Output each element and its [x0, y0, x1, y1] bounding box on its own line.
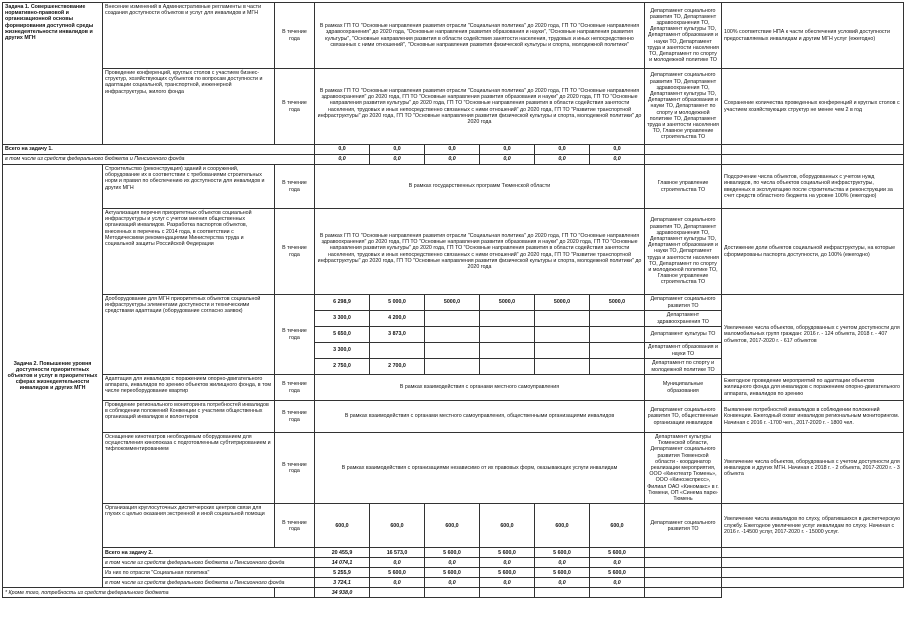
financing-cell: В рамках государственных программ Тюменской области [315, 165, 645, 209]
table-row [3, 401, 904, 433]
value-cell: 5 600,0 [535, 568, 590, 578]
financing-cell: В рамках ГП ТО "Основные направления развития отрасли "Социальная политика" до 2020 года, ГП ТО "Основные направления здравоохранения" до 2020 года, ГП ТО "Основные направления развития образования и науки" до 2020 года, ГП ТО "Основные направления развития культуры" до 2020 года, ГП ТО "Основные направления развития в области содействия занятости населения, трудовых и иных непосредственно связанных с ними отношений" до 2020 года, ГП ТО "Развитие транспортной инфраструктуры" до 2020 года, ГП ТО "Основные направления развития физической культуры и спорта, молодежной политики" до 2020 года [315, 69, 645, 145]
term-cell: В течение года [275, 165, 315, 209]
result-cell: Достижение доли объектов социальной инфраструктуры, на которые сформированы паспорта доступности, до 100% (ежегодно) [722, 209, 904, 295]
value-cell: 2 700,0 [370, 359, 425, 375]
value-cell: 16 573,0 [370, 548, 425, 558]
financing-cell: В рамках взаимодействия с организациями независимо от их правовых форм, оказывающих услуги инвалидам [315, 433, 645, 504]
table-row [3, 69, 904, 145]
value-cell: 600,0 [535, 504, 590, 548]
value-cell: 5 600,0 [370, 568, 425, 578]
value-cell: 0,0 [590, 578, 645, 588]
result-cell: Увеличение числа инвалидов по слуху, обратившихся в диспетчерскую службу. Ежегодное увеличение услуг инвалидам по слуху. Начиная с 2016 г. -14500 услуг, 2017-2020 г. - 15000 услуг. [722, 504, 904, 548]
value-cell [535, 343, 590, 359]
value-cell: 14 074,1 [315, 558, 370, 568]
value-cell [425, 327, 480, 343]
value-cell: 0,0 [590, 145, 645, 155]
term-cell: В течение года [275, 504, 315, 548]
executor-cell: Муниципальные образования [645, 375, 722, 401]
subtotal-row [3, 568, 904, 578]
value-cell: 0,0 [535, 145, 590, 155]
value-cell [480, 311, 535, 327]
term-cell: В течение года [275, 375, 315, 401]
subtotal-label: * Кроме того, потребность из средств федерального бюджета [3, 588, 275, 598]
plan-table [2, 2, 904, 598]
executor-cell: Департамент культуры Тюменской области, Департамент социального развития Тюменской области - координатор реализации мероприятия, ООО «Кинотеатр Тюмень», ООО «Киноэкспресс», Филиал ОАО «Киномакс» в г. Тюмени, ОП «Синема парк» Тюмень [645, 433, 722, 504]
value-cell [590, 327, 645, 343]
value-cell: 34 938,0 [315, 588, 370, 598]
term-cell: В течение года [275, 3, 315, 69]
term-cell: В течение года [275, 433, 315, 504]
value-cell: 0,0 [370, 145, 425, 155]
value-cell [590, 311, 645, 327]
term-cell: В течение года [275, 401, 315, 433]
value-cell: 5000,0 [480, 295, 535, 311]
value-cell: 5 600,0 [425, 568, 480, 578]
value-cell: 0,0 [425, 145, 480, 155]
value-cell [535, 359, 590, 375]
activity-cell: Дооборудование для МГН приоритетных объектов социальной инфраструктуры элементами доступности и техническими средствами адаптации (оборудование согласно заявок) [103, 295, 275, 375]
subtotal-label: Из них по отрасли "Социальная политика" [103, 568, 315, 578]
table-row [3, 433, 904, 504]
table-row [3, 295, 904, 311]
value-cell: 0,0 [425, 155, 480, 165]
executor-cell: Департамент социального развития ТО, общественные организации инвалидов [645, 401, 722, 433]
value-cell [535, 311, 590, 327]
value-cell [535, 327, 590, 343]
value-cell: 0,0 [480, 155, 535, 165]
subtotal-row [3, 558, 904, 568]
value-cell [370, 343, 425, 359]
subtotal-label: Всего на задачу 2. [103, 548, 315, 558]
value-cell: 5 255,9 [315, 568, 370, 578]
activity-cell: Строительство (реконструкция) зданий и сооружений, оборудование их в соответствии с требованиями строительных норм и правил по обеспечению их доступности для инвалидов и других МГН [103, 165, 275, 209]
value-cell: 5 600,0 [590, 568, 645, 578]
task-label: Задача 1. Совершенствование нормативно-правовой и организационной основы формирования доступной среды жизнедеятельности инвалидов и других МГН [3, 3, 103, 145]
value-cell: 6 298,9 [315, 295, 370, 311]
executor-cell: Департамент образования и науки ТО [645, 343, 722, 359]
term-cell: В течение года [275, 209, 315, 295]
value-cell: 5 000,0 [370, 295, 425, 311]
value-cell: 5 600,0 [480, 548, 535, 558]
activity-cell: Внесение изменений в Административные регламенты в части создания доступности объектов и услуг для инвалидов и МГН [103, 3, 275, 69]
subtotal-row [3, 145, 904, 155]
subtotal-label: в том числе из средств федерального бюджета и Пенсионного фонда [3, 155, 315, 165]
executor-cell: Департамент культуры ТО [645, 327, 722, 343]
value-cell: 0,0 [535, 558, 590, 568]
executor-cell: Департамент социального развития ТО, Департамент здравоохранения ТО, Департамент культуры ТО, Департамент образования и науки ТО, Департамент труда и занятости населения ТО, Департамент по спорту и молодежной политике ТО [645, 3, 722, 69]
value-cell: 600,0 [590, 504, 645, 548]
term-cell: В течение года [275, 69, 315, 145]
value-cell: 2 750,0 [315, 359, 370, 375]
table-row [3, 375, 904, 401]
term-cell: В течение года [275, 295, 315, 375]
value-cell: 0,0 [425, 578, 480, 588]
executor-cell: Департамент социального развития ТО, Департамент здравоохранения ТО, Департамент культуры ТО, Департамент образования и науки ТО, Департамент труда и занятости населения ТО, Департамент по спорту и молодежной политике ТО, Главное управление строительства ТО [645, 209, 722, 295]
activity-cell: Организация круглосуточных диспетчерских центров связи для глухих с целью оказания экстренной и иной социальной помощи [103, 504, 275, 548]
value-cell [480, 343, 535, 359]
table-row [3, 165, 904, 209]
value-cell: 600,0 [315, 504, 370, 548]
value-cell: 5 600,0 [590, 548, 645, 558]
value-cell: 4 200,0 [370, 311, 425, 327]
value-cell: 0,0 [370, 155, 425, 165]
value-cell: 5 600,0 [425, 548, 480, 558]
table-row [3, 3, 904, 69]
value-cell [480, 359, 535, 375]
value-cell: 0,0 [590, 558, 645, 568]
result-cell: Подсрочение числа объектов, оборудованных с учетом нужд инвалидов, по числа объектов социальной инфраструктуры, введенных в эксплуатацию после строительства и реконструкции за счет средств областного бюджета на уровне 100% (ежегодно) [722, 165, 904, 209]
subtotal-row [3, 155, 904, 165]
value-cell [275, 588, 315, 598]
subtotal-row [3, 578, 904, 588]
result-cell: 100% соответствие НПА к части обеспечения условий доступности предоставляемых инвалидам и другим МГН услуг (ежегодно) [722, 3, 904, 69]
subtotal-label: Всего на задачу 1. [3, 145, 315, 155]
value-cell: 5 600,0 [535, 548, 590, 558]
value-cell: 5000,0 [425, 295, 480, 311]
financing-cell: В рамках ГП ТО "Основные направления развития отрасли "Социальная политика" до 2020 года, ГП ТО "Основные направления здравоохранения" до 2020 года, ГП ТО "Основные направления развития образования и науки" до 2020 года, ГП ТО "Основные направления развития культуры" до 2020 года, ГП ТО "Основные направления развития в области содействия занятости населения, трудовых и иных непосредственно связанных с ними отношений" до 2020 года, ГП ТО "Развитие транспортной инфраструктуры" до 2020 года, ГП ТО "Основные направления развития физической культуры и спорта, молодежной политики" до 2020 года [315, 209, 645, 295]
value-cell [535, 588, 590, 598]
value-cell: 0,0 [480, 145, 535, 155]
table-row [3, 209, 904, 295]
value-cell: 0,0 [590, 155, 645, 165]
value-cell [590, 343, 645, 359]
value-cell [480, 588, 535, 598]
value-cell: 20 455,9 [315, 548, 370, 558]
subtotal-row [3, 548, 904, 558]
subtotal-label: в том числе из средств федерального бюджета и Пенсионного фонда [103, 558, 315, 568]
value-cell: 0,0 [370, 558, 425, 568]
activity-cell: Оснащение кинотеатров необходимым оборудованием для осуществления кинопоказа с подготовленным субтитрированием и тифлокомментированием [103, 433, 275, 504]
result-cell: Ежегодное проведение мероприятий по адаптации объектов жилищного фонда для инвалидов с поражением опорно-двигательного аппарата, инвалидов по зрению [722, 375, 904, 401]
value-cell: 600,0 [370, 504, 425, 548]
value-cell: 5 600,0 [480, 568, 535, 578]
activity-cell: Проведение регионального мониторинга потребностей инвалидов в соблюдении положений Конвенции с участием общественных организаций инвалидов и волонтеров [103, 401, 275, 433]
subtotal-row [3, 588, 904, 598]
activity-cell: Актуализация перечня приоритетных объектов социальной инфраструктуры и услуг с учетом мнения общественных организаций инвалидов. Разработка паспортов объектов, внесенных в перечень с 2014 года, в соответствии с Методическими рекомендациями Министерства труда и социальной защиты Российской Федерации [103, 209, 275, 295]
value-cell: 600,0 [480, 504, 535, 548]
value-cell: 3 724,1 [315, 578, 370, 588]
value-cell [425, 311, 480, 327]
result-cell: Увеличение числа объектов, оборудованных с учетом доступности для инвалидов и других МГН. Начиная с 2018 г. - 2 объекта, 2017-2020 г. - 3 объекта [722, 433, 904, 504]
table-row [3, 504, 904, 548]
subtotal-label: в том числе из средств федерального бюджета и Пенсионного фонда [103, 578, 315, 588]
result-cell: Увеличение числа объектов, оборудованных с учетом доступности для маломобильных групп граждан: 2016 г. - 124 объекта, 2018 г. - 407 объектов, 2017-2020 г. - 617 объектов [722, 295, 904, 375]
value-cell [480, 327, 535, 343]
value-cell: 5 650,0 [315, 327, 370, 343]
value-cell: 3 300,0 [315, 343, 370, 359]
activity-cell: Проведение конференций, круглых столов с участием бизнес-структур, хозяйствующих субъектов по вопросам доступности и адаптации социальной, транспортной, инженерной инфраструктуры, жилого фонда [103, 69, 275, 145]
value-cell [425, 343, 480, 359]
executor-cell: Главное управление строительства ТО [645, 165, 722, 209]
value-cell [425, 588, 480, 598]
executor-cell: Департамент социального развития ТО [645, 504, 722, 548]
executor-cell: Департамент здравоохранения ТО [645, 311, 722, 327]
value-cell: 0,0 [315, 155, 370, 165]
value-cell [590, 359, 645, 375]
financing-cell: В рамках взаимодействия с органами местного самоуправления, общественными организациями инвалидов [315, 401, 645, 433]
value-cell: 0,0 [480, 578, 535, 588]
value-cell [370, 588, 425, 598]
value-cell: 0,0 [480, 558, 535, 568]
result-cell: Сохранение количества проведенных конференций и круглых столов с участием хозяйствующих структур не менее чем 2 в год [722, 69, 904, 145]
task-label: Задача 2. Повышение уровня доступности приоритетных объектов и услуг в приоритетных сферах жизнедеятельности инвалидов и других МГН [3, 165, 103, 588]
value-cell: 0,0 [535, 578, 590, 588]
activity-cell: Адаптация для инвалидов с поражением опорно-двигательного аппарата, инвалидов по зрению объектов жилищного фонда, в том числе переоборудование квартир [103, 375, 275, 401]
value-cell: 0,0 [370, 578, 425, 588]
financing-cell: В рамках ГП ТО "Основные направления развития отрасли "Социальная политика" до 2020 года, ГП ТО "Основные направления здравоохранения" до 2020 года, "Основные направления развития образования и науки", "Основные направления развития культуры", "Основные направления развития в области содействия занятости населения, трудовых и иных непосредственно связанных с ними отношений", "Основные направления развития физической культуры и спорта, молодежной политики" [315, 3, 645, 69]
result-cell: Выявление потребностей инвалидов в соблюдении положений Конвенции. Ежегодный охват инвалидов региональным мониторингом. Начиная с 2016 г. -1700 чел., 2017-2020 г. - 1800 чел. [722, 401, 904, 433]
value-cell: 0,0 [315, 145, 370, 155]
value-cell: 0,0 [425, 558, 480, 568]
executor-cell: Департамент социального развития ТО, Департамент здравоохранения ТО, Департамент культуры ТО, Департамент образования и науки ТО, Департамент по спорту и молодежной политике ТО, Департамент труда и занятости населения ТО, Главное управление строительства ТО [645, 69, 722, 145]
value-cell: 5000,0 [590, 295, 645, 311]
executor-cell: Департамент по спорту и молодежной политике ТО [645, 359, 722, 375]
value-cell: 5000,0 [535, 295, 590, 311]
value-cell [425, 359, 480, 375]
value-cell: 600,0 [425, 504, 480, 548]
value-cell: 3 300,0 [315, 311, 370, 327]
value-cell: 3 873,0 [370, 327, 425, 343]
executor-cell: Департамент социального развития ТО [645, 295, 722, 311]
value-cell: 0,0 [535, 155, 590, 165]
financing-cell: В рамках взаимодействия с органами местного самоуправления [315, 375, 645, 401]
